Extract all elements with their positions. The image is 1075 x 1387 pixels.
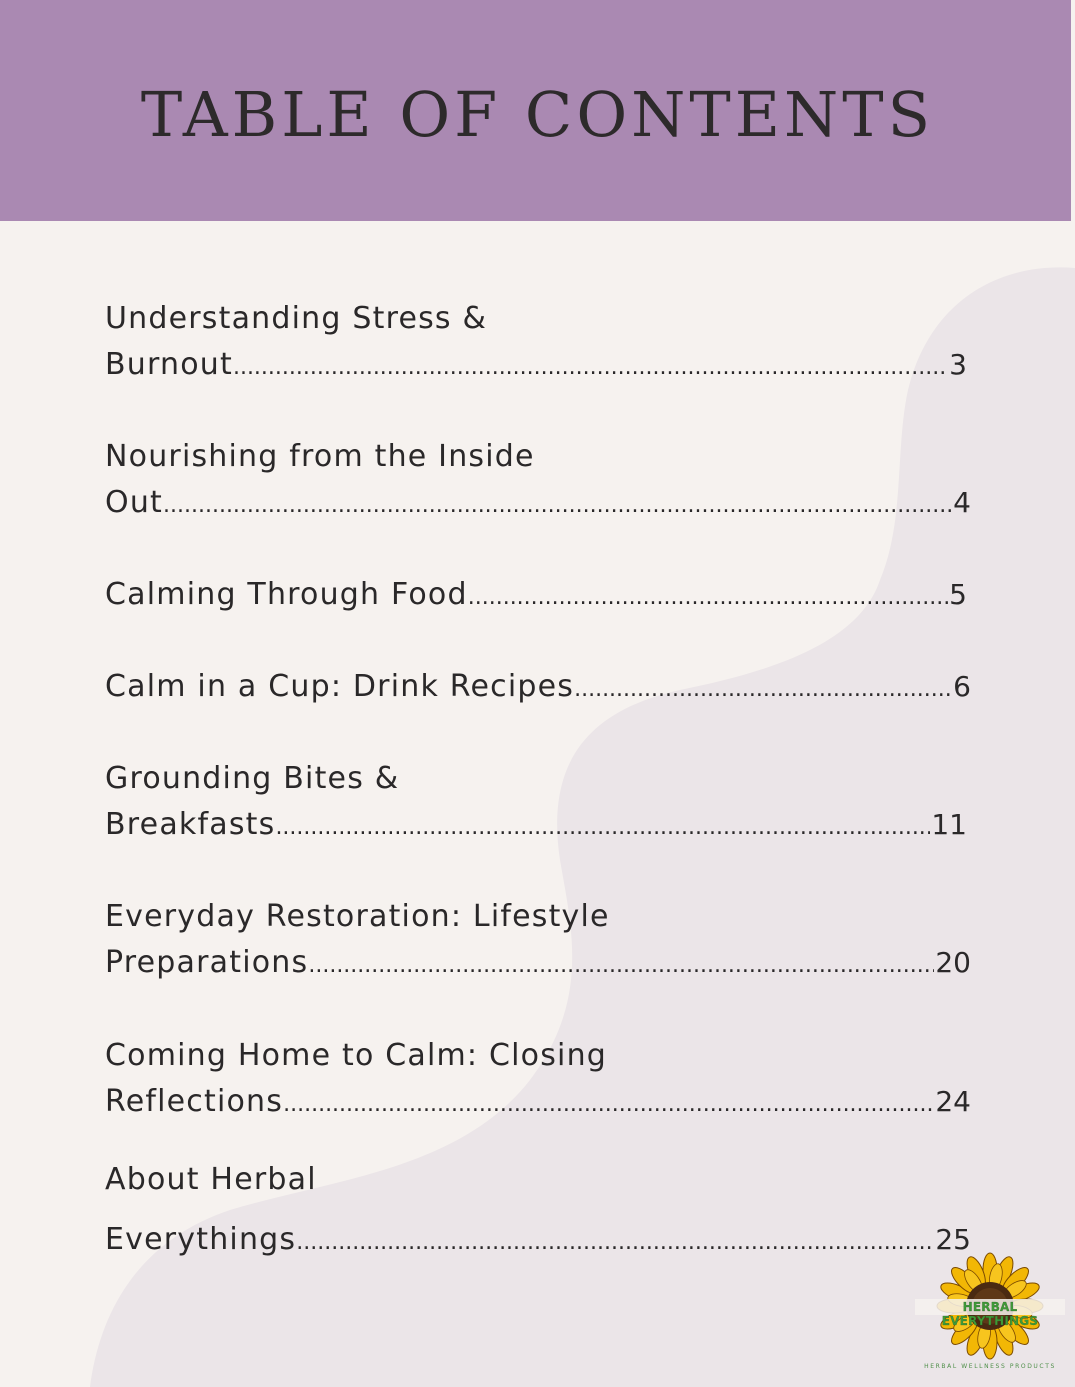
toc-page-number: 6 <box>953 670 971 703</box>
toc-page-number: 25 <box>935 1223 971 1256</box>
toc-entry-last-line <box>105 342 967 391</box>
toc-entry-last-line <box>105 1217 971 1266</box>
toc-page-number: 11 <box>931 808 967 841</box>
page-title: TABLE OF CONTENTS <box>140 78 935 151</box>
header-banner <box>0 0 1071 221</box>
logo-brand-name: HERBAL EVERYTHINGS <box>941 1300 1039 1328</box>
toc-entry[interactable] <box>105 756 967 851</box>
toc-entry[interactable] <box>105 572 967 621</box>
toc-entry-title-end: Everythings <box>105 1222 297 1257</box>
toc-entry-title-end: Reflections <box>105 1084 284 1119</box>
toc-entry-title-line: About Herbal <box>105 1162 317 1197</box>
toc-page-number: 20 <box>935 946 971 979</box>
toc-entry-last-line <box>105 664 971 713</box>
toc-entry-title-end: Breakfasts <box>105 807 276 842</box>
dot-leader <box>283 1082 934 1128</box>
dot-leader <box>275 805 930 851</box>
toc-page-number: 5 <box>949 578 967 611</box>
toc-entry-title-line: Grounding Bites & <box>105 761 400 796</box>
dot-leader <box>233 345 948 391</box>
toc-entry[interactable] <box>105 296 967 391</box>
toc-entry-title-line: Nourishing from the Inside <box>105 439 535 474</box>
toc-entry-title-end: Out <box>105 485 163 520</box>
toc-entry-title-end: Calming Through Food <box>105 577 468 612</box>
toc-entry-title-end: Calm in a Cup: Drink Recipes <box>105 669 575 704</box>
toc-entry[interactable] <box>105 1157 971 1266</box>
toc-entry-last-line <box>105 802 967 851</box>
toc-entry-last-line <box>105 940 971 989</box>
brand-logo <box>915 1250 1065 1375</box>
toc-entry-last-line <box>105 1079 971 1128</box>
toc-page-number: 24 <box>935 1085 971 1118</box>
dot-leader <box>308 943 934 989</box>
toc-entry-title-line: Understanding Stress & <box>105 301 488 336</box>
toc-entry-title-line: Everyday Restoration: Lifestyle <box>105 899 610 934</box>
toc-entry-last-line <box>105 572 967 621</box>
toc-page-number: 4 <box>953 486 971 519</box>
toc-entry[interactable] <box>105 1033 971 1128</box>
dot-leader <box>574 667 952 713</box>
dot-leader <box>296 1220 934 1266</box>
toc-page-number: 3 <box>949 348 967 381</box>
toc-entry-title-end: Preparations <box>105 945 309 980</box>
toc-entry-title-end: Burnout <box>105 347 233 382</box>
dot-leader <box>468 575 948 621</box>
dot-leader <box>163 483 952 529</box>
toc-entry-last-line <box>105 480 971 529</box>
toc-entry[interactable] <box>105 894 971 989</box>
toc-entry-title-line: Coming Home to Calm: Closing <box>105 1038 608 1073</box>
toc-entry[interactable] <box>105 664 971 713</box>
logo-tagline: HERBAL WELLNESS PRODUCTS <box>924 1363 1056 1370</box>
toc-entry[interactable] <box>105 434 971 529</box>
